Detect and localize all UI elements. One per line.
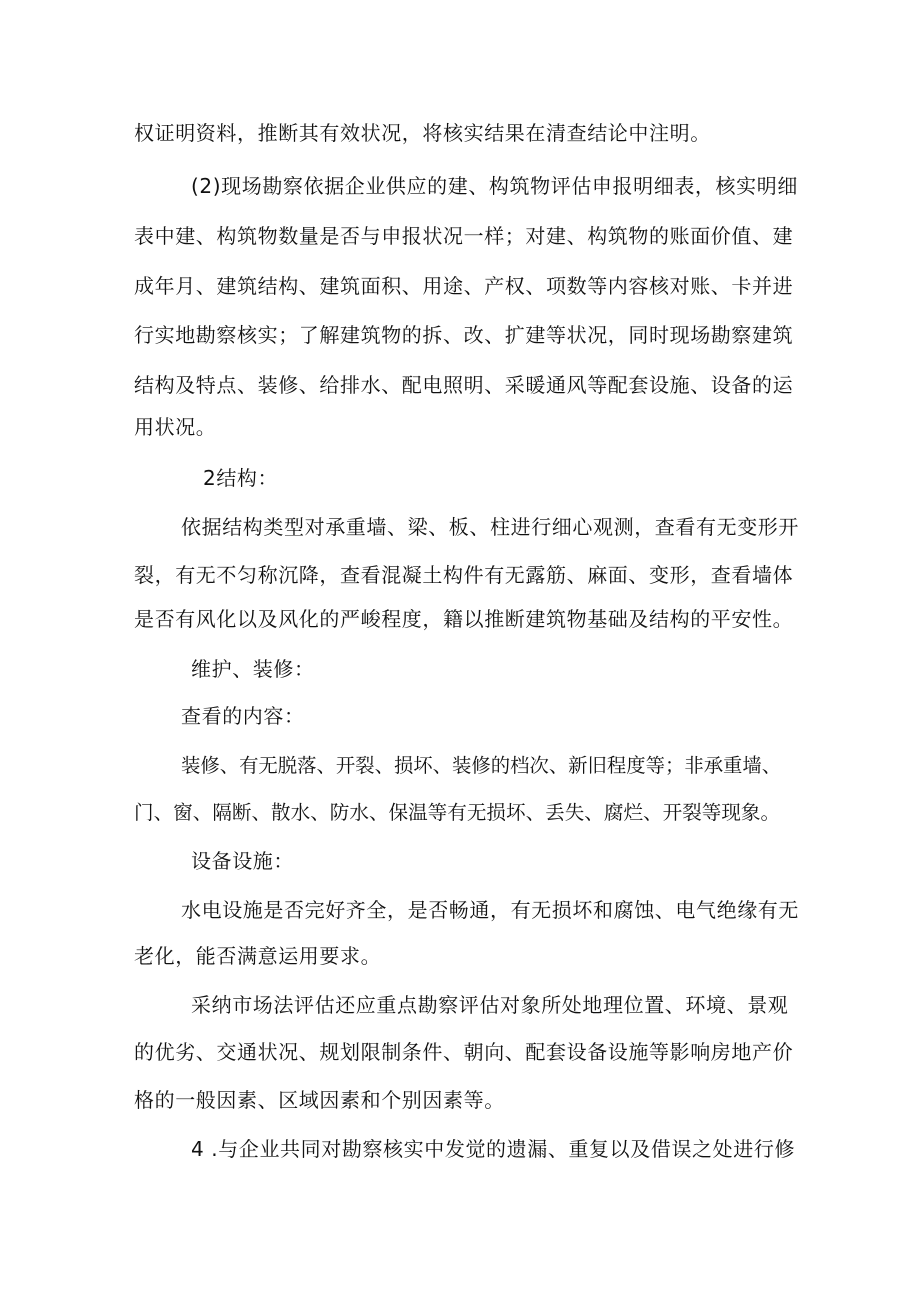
- text-line: 依据结构类型对承重墙、梁、板、柱进行细心观测，查看有无变形开: [181, 515, 799, 539]
- text-line: 采纳市场法评估还应重点勘察评估对象所处地理位置、环境、景观: [191, 993, 789, 1017]
- text-line: 装修、有无脱落、开裂、损坏、装修的档次、新旧程度等；非承重墙、: [181, 754, 782, 777]
- text-line: 4 .与企业共同对勘察核实中发觉的遗漏、重复以及借误之处进行修: [191, 1137, 796, 1161]
- text-line: 老化，能否满意运用要求。: [134, 944, 382, 968]
- text-line: 权证明资料，推断其有效状况，将核实结果在清查结论中注明。: [134, 121, 711, 145]
- section-heading: 维护、装修：: [191, 657, 315, 681]
- text-line: (2)现场勘察依据企业供应的建、构筑物评估申报明细表，核实明细: [191, 174, 798, 198]
- text-line: 表中建、构筑物数量是否与申报状况一样；对建、构筑物的账面价值、建: [134, 224, 794, 248]
- section-heading: 设备设施：: [191, 849, 294, 873]
- text-line: 是否有风化以及风化的严峻程度，籍以推断建筑物基础及结构的平安性。: [134, 607, 794, 631]
- text-line: 水电设施是否完好齐全，是否畅通，有无损坏和腐蚀、电气绝缘有无: [181, 898, 799, 922]
- text-line: 行实地勘察核实；了解建筑物的拆、改、扩建等状况，同时现场勘察建筑: [134, 323, 794, 347]
- text-line: 格的一般因素、区域因素和个别因素等。: [134, 1088, 505, 1112]
- text-line: 用状况。: [134, 415, 217, 439]
- text-line: 结构及特点、装修、给排水、配电照明、采暖通风等配套设施、设备的运: [134, 373, 794, 397]
- text-line: 门、窗、隔断、散水、防水、保温等有无损坏、丢失、腐烂、开裂等现象。: [134, 801, 781, 824]
- text-line: 的优劣、交通状况、规划限制条件、朝向、配套设备设施等影响房地产价: [134, 1040, 794, 1064]
- text-line: 查看的内容：: [181, 704, 305, 728]
- text-line: 裂，有无不匀称沉降，查看混凝土构件有无露筋、麻面、变形，查看墙体: [134, 563, 794, 587]
- section-heading: 2结构：: [203, 466, 279, 490]
- text-line: 成年月、建筑结构、建筑面积、用途、产权、项数等内容核对账、卡并进: [134, 274, 794, 298]
